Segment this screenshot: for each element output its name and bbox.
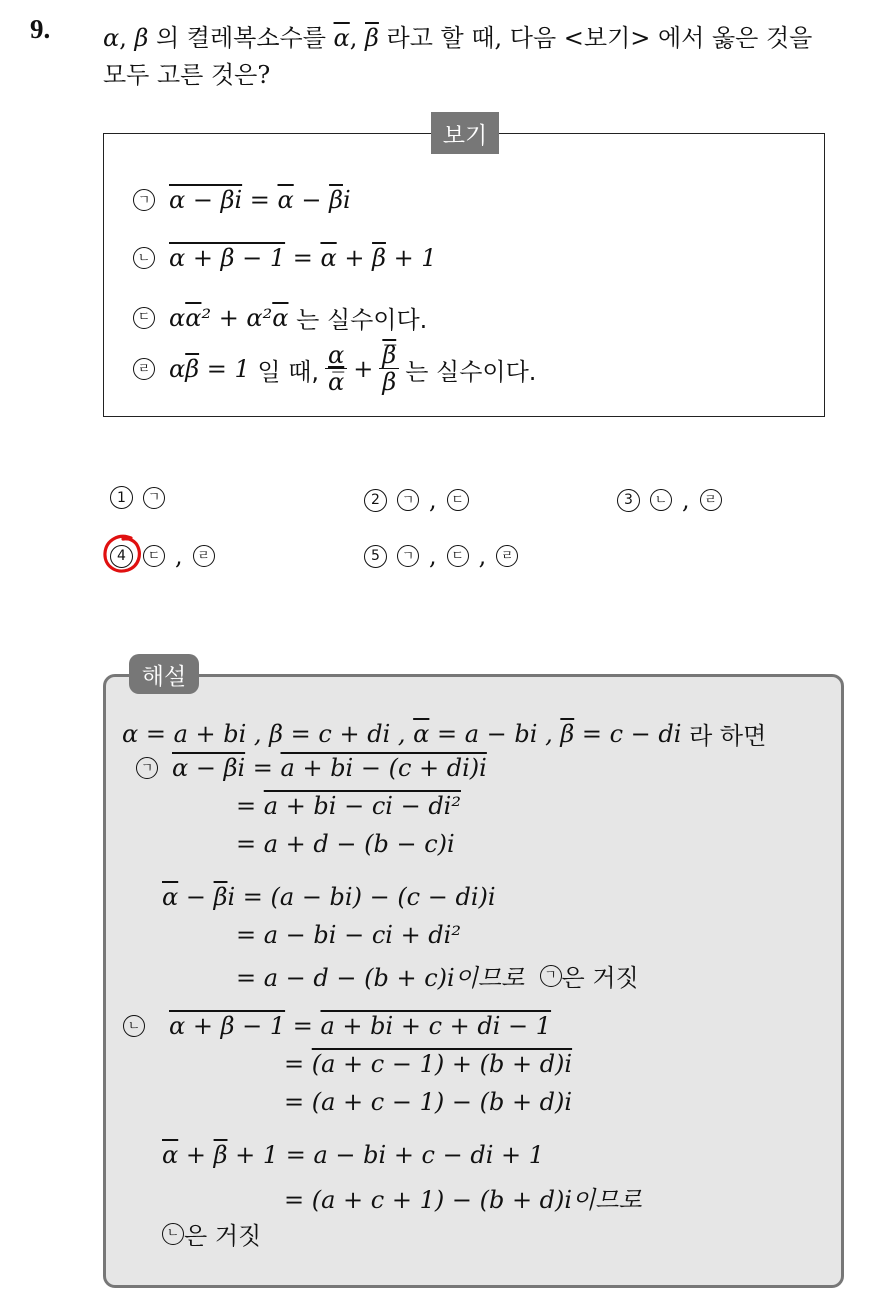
marker-digeut: ㄷ xyxy=(133,307,155,329)
fraction-beta: $\frac{\beta̅}{\beta}$ xyxy=(379,342,399,397)
choice-1[interactable]: 1 ㄱ xyxy=(110,486,165,509)
solution-n-line-6: ㄴ 은 거짓 xyxy=(162,1216,261,1251)
solution-label: 해설 xyxy=(129,654,199,694)
solution-n-line-1: ㄴ α + β − 1 = a + bi + c + di − 1 xyxy=(123,1012,551,1040)
choice-2[interactable]: 2 ㄱ , ㄷ xyxy=(364,486,469,514)
choice-3[interactable]: 3 ㄴ , ㄹ xyxy=(617,486,722,514)
solution-g-line-4: $\overline{\alpha}$ − $\overline{\beta}$ i = (a − bi) − (c − di)i xyxy=(162,883,496,911)
solution-g-line-2: = a + bi − ci − di² xyxy=(236,792,461,820)
question-line-2: 모두 고른 것은? xyxy=(103,61,271,89)
bogi-item-3: ㄷ $\alpha\overline{\alpha}^2 + \alpha^2\overline{\alpha}$ 는 실수이다. xyxy=(133,300,427,335)
solution-g-line-1: ㄱ α − βi = a + bi − (c + di)i xyxy=(136,754,487,782)
bogi-item-4: ㄹ $\alpha\overline{\beta} = 1$ 일 때, $\frac{\alpha}{\alpha̅}$ + $\frac{\beta̅}{\beta}$ 는 실수이다. xyxy=(133,342,536,397)
marker-giyeok: ㄱ xyxy=(133,189,155,211)
bogi-item-2: ㄴ $\alpha + \beta - 1 = \overline{\alpha} + \overline{\beta} + 1$ xyxy=(133,244,437,272)
solution-g-line-5: = a − bi − ci + di² xyxy=(236,921,461,949)
solution-intro: α = a + bi , β = c + di , $\overline{\alpha} = a$ − bi , $\overline{\beta} = c$ − di 라 하면 xyxy=(122,719,767,750)
solution-n-line-3: = (a + c − 1) − (b + d)i xyxy=(284,1088,573,1116)
choice-5[interactable]: 5 ㄱ , ㄷ , ㄹ xyxy=(364,542,518,570)
solution-g-line-6: = a − d − (b + c)i이므로 ㄱ 은 거짓 xyxy=(236,964,639,992)
solution-g-line-3: = a + d − (b − c)i xyxy=(236,830,455,858)
choice-4[interactable]: 4 ㄷ , ㄹ xyxy=(110,542,215,570)
solution-n-line-5: = (a + c + 1) − (b + d)i이므로 xyxy=(284,1186,642,1214)
question-number: 9. xyxy=(30,14,51,44)
marker-rieul: ㄹ xyxy=(133,358,155,380)
question-line-1: α, β 의 켤레복소수를 $\overline{\alpha}$, $\overline{\beta}$ 라고 할 때, 다음 <보기> 에서 옳은 것을 xyxy=(103,24,813,52)
solution-n-line-4: $\overline{\alpha}$ + $\overline{\beta}$ + 1 = a − bi + c − di + 1 xyxy=(162,1141,545,1169)
answer-circle-mark xyxy=(101,532,145,576)
fraction-alpha: $\frac{\alpha}{\alpha̅}$ xyxy=(325,342,347,397)
marker-nieun: ㄴ xyxy=(133,247,155,269)
bogi-label: 보기 xyxy=(431,112,499,154)
bogi-item-1: ㄱ $\alpha - \beta i = \overline{\alpha} - \overline{\beta}i$ xyxy=(133,186,351,214)
solution-n-line-2: = (a + c − 1) + (b + d)i xyxy=(284,1050,573,1078)
